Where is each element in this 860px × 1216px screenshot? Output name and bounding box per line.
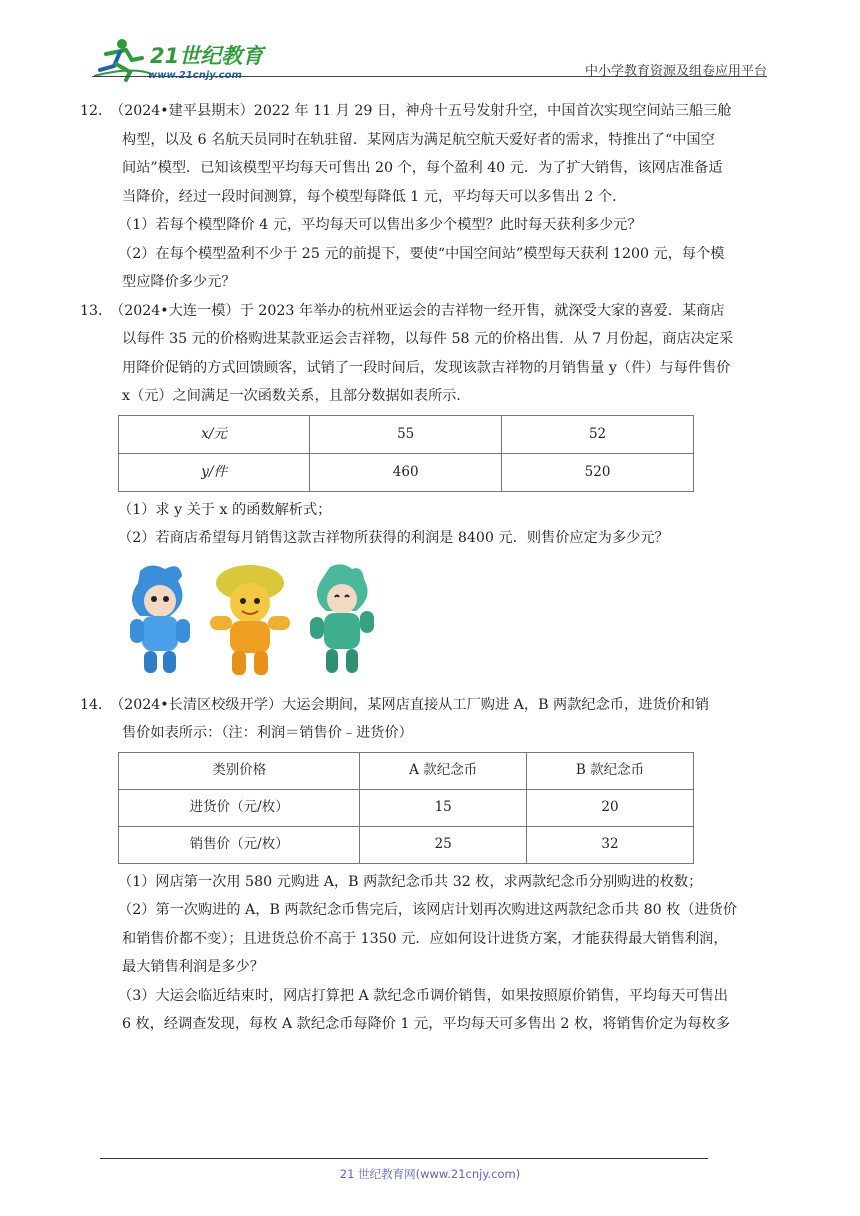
- platform-name: 中小学教育资源及组卷应用平台: [584, 64, 767, 79]
- mascot-yellow: [210, 565, 290, 675]
- svg-text:www.21cnjy.com: www.21cnjy.com: [148, 70, 242, 81]
- mascot-green: [310, 564, 374, 673]
- question-text-line: 当降价，经过一段时间测算，每个模型每降低 1 元，平均每天可以多售出 2 个．: [122, 188, 627, 205]
- table-cell: 销售价（元/枚）: [119, 826, 360, 863]
- sub-question-3-cont: 6 枚，经调查发现，每枚 A 款纪念币每降价 1 元，平均每天可多售出 2 枚，将销售价定为每枚多: [122, 1016, 731, 1032]
- footer-divider: [100, 1158, 708, 1159]
- question-text-line: 构型，以及 6 名航天员同时在轨驻留．某网店为满足航空航天爱好者的需求，特推出了“中国空: [122, 131, 715, 148]
- table-cell: y/件: [119, 453, 310, 491]
- table-cell: 20: [526, 789, 693, 826]
- table-row: [119, 826, 694, 863]
- table-cell: 25: [360, 826, 527, 863]
- table-row: [119, 453, 694, 491]
- table-row: [119, 789, 694, 826]
- question-text-line: x（元）之间满足一次函数关系，且部分数据如表所示．: [122, 388, 471, 404]
- question-text-line: （2024•长清区校级开学）大运会期间，某网店直接从工厂购进 A，B 两款纪念币，进货价和销: [110, 696, 710, 713]
- question-text-line: 售价如表所示：（注：利润＝销售价﹣进货价）: [122, 725, 413, 741]
- sub-question-2: （2）若商店希望每月销售这款吉祥物所获得的利润是 8400 元．则售价应定为多少元？: [118, 530, 669, 546]
- question-number: 12．: [80, 103, 113, 119]
- page-header: [92, 30, 767, 80]
- sub-question-1: （1）若每个模型降价 4 元，平均每天可以售出多少个模型？此时每天获利多少元？: [118, 217, 642, 233]
- sub-question-2-cont: 最大销售利润是多少？: [122, 959, 264, 975]
- svg-text:21世纪教育: 21世纪教育: [150, 44, 264, 68]
- sub-question-2-cont: 型应降价多少元？: [122, 274, 236, 290]
- table-cell: 15: [360, 789, 527, 826]
- mascot-image: [120, 561, 390, 681]
- question-text-line: 用降价促销的方式回馈顾客，试销了一段时间后，发现该款吉祥物的月销售量 y（件）与每件售价: [122, 359, 731, 376]
- question-number: 13．: [80, 302, 113, 319]
- table-cell: 460: [310, 453, 502, 491]
- question-text-line: （2024•大连一模）于 2023 年举办的杭州亚运会的吉祥物一经开售，就深受大家的喜爱．某商店: [110, 302, 725, 319]
- document-body: [80, 97, 770, 1039]
- sub-question-2: （2）第一次购进的 A，B 两款纪念币售完后，该网店计划再次购进这两款纪念币共 80 枚（进货价: [118, 902, 738, 918]
- header-divider: [92, 76, 767, 77]
- question-number: 14．: [80, 696, 113, 713]
- question-text-line: 以每件 35 元的价格购进某款亚运会吉祥物，以每件 58 元的价格出售．从 7 月份起，商店决定采: [122, 331, 734, 347]
- table-cell: 52: [502, 415, 694, 453]
- sub-question-3: （3）大运会临近结束时，网店打算把 A 款纪念币调价销售，如果按照原价销售，平均每天可售出: [118, 987, 728, 1004]
- table-row: [119, 415, 694, 453]
- question-text-line: （2024•建平县期末）2022 年 11 月 29 日，神舟十五号发射升空，中国首次实现空间站三船三舱: [110, 103, 732, 119]
- footer-link[interactable]: 21 世纪教育网(www.21cnjy.com): [339, 1167, 521, 1181]
- sub-question-2: （2）在每个模型盈利不少于 25 元的前提下，要使“中国空间站”模型每天获利 1200 元，每个模: [118, 245, 725, 262]
- table-header-row: [119, 752, 694, 789]
- data-table-xy: [118, 415, 694, 492]
- table-header-cell: A 款纪念币: [360, 752, 527, 789]
- question-text-line: 间站”模型．已知该模型平均每天可售出 20 个，每个盈利 40 元．为了扩大销售，该网店准备适: [122, 160, 723, 176]
- mascot-blue: [130, 565, 190, 673]
- question-13: [80, 297, 770, 681]
- table-cell: 进货价（元/枚）: [119, 789, 360, 826]
- table-cell: 55: [310, 415, 502, 453]
- runner-icon: [94, 39, 152, 80]
- sub-question-1: （1）求 y 关于 x 的函数解析式；: [118, 501, 332, 518]
- table-cell: 520: [502, 453, 694, 491]
- sub-question-1: （1）网店第一次用 580 元购进 A，B 两款纪念币共 32 枚，求两款纪念币分别购进的枚数；: [118, 873, 703, 890]
- table-cell: x/元: [119, 415, 310, 453]
- table-cell: 32: [526, 826, 693, 863]
- sub-question-2-cont: 和销售价都不变）；且进货总价不高于 1350 元．应如何设计进货方案，才能获得最大销售利润，: [122, 930, 728, 947]
- table-header-cell: B 款纪念币: [526, 752, 693, 789]
- price-table: [118, 752, 694, 864]
- table-header-cell: 类别价格: [119, 752, 360, 789]
- question-12: [80, 97, 770, 297]
- question-14: [80, 691, 770, 1039]
